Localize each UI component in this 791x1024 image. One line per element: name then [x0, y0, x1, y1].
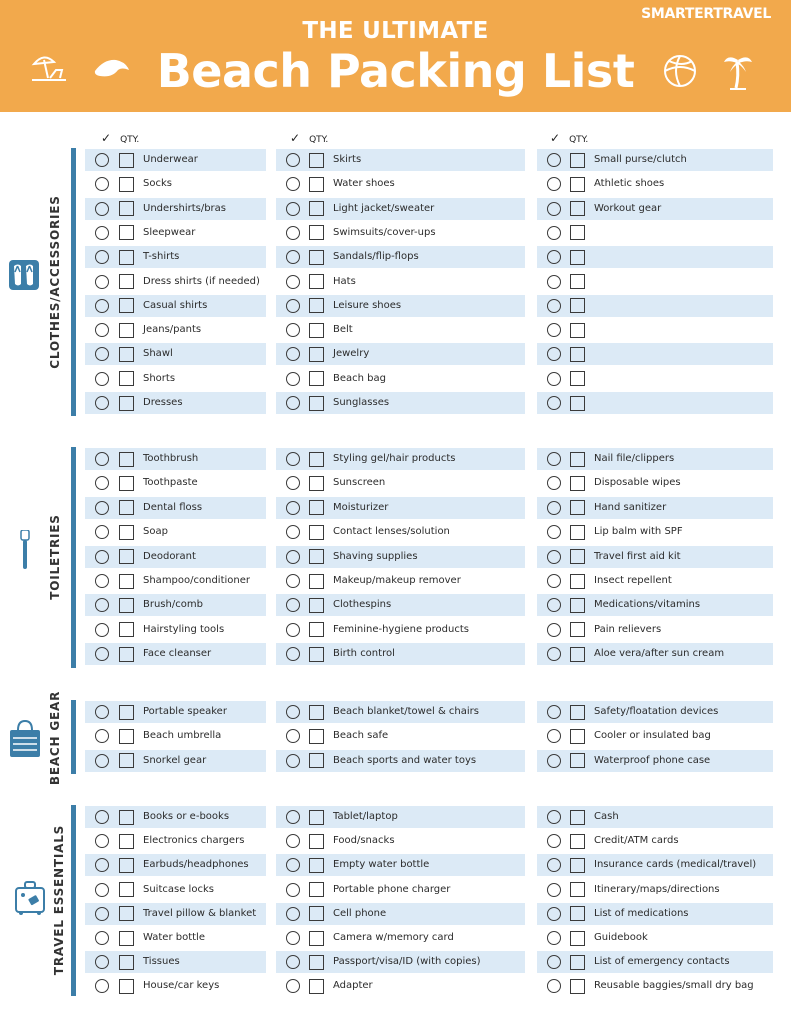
quantity-box[interactable]	[119, 225, 134, 240]
checkbox-circle[interactable]	[95, 754, 109, 768]
list-item-label: Earbuds/headphones	[143, 859, 249, 871]
quantity-box[interactable]	[570, 574, 585, 589]
list-item-label: Toothpaste	[143, 477, 198, 489]
brand-logo: SMARTERTRAVEL	[641, 6, 771, 22]
list-item-label: Empty water bottle	[333, 859, 430, 871]
list-item-label: Cash	[594, 811, 619, 822]
quantity-box[interactable]	[119, 476, 134, 491]
quantity-box[interactable]	[119, 979, 134, 994]
checkbox-circle[interactable]	[547, 810, 561, 824]
quantity-box[interactable]	[119, 452, 134, 467]
quantity-box[interactable]	[119, 201, 134, 216]
list-item-label: Jeans/pants	[143, 324, 202, 336]
section-label-travel-essentials: TRAVEL ESSENTIALS	[52, 824, 66, 976]
quantity-box[interactable]	[309, 622, 324, 637]
quantity-box[interactable]	[570, 858, 585, 873]
list-item-label: Dental floss	[143, 501, 203, 513]
list-item-label: Electronics chargers	[143, 835, 245, 847]
checkbox-circle[interactable]	[95, 979, 109, 993]
checkbox-circle[interactable]	[547, 396, 561, 410]
quantity-box[interactable]	[309, 476, 324, 491]
checkbox-circle[interactable]	[547, 452, 561, 466]
quantity-box[interactable]	[570, 931, 585, 946]
list-item-label: Portable phone charger	[333, 883, 451, 895]
quantity-box[interactable]	[570, 177, 585, 192]
quantity-box[interactable]	[119, 347, 134, 362]
list-item-label: Small purse/clutch	[594, 154, 687, 165]
quantity-box[interactable]	[570, 882, 585, 897]
list-item-label: Insurance cards (medical/travel)	[594, 859, 757, 871]
list-item-label: Lip balm with SPF	[594, 526, 683, 538]
checkbox-circle[interactable]	[547, 372, 561, 386]
list-item-label: Travel pillow & blanket	[143, 907, 257, 919]
quantity-box[interactable]	[309, 250, 324, 265]
column-header-3	[550, 131, 588, 145]
list-item-label: Shampoo/conditioner	[143, 575, 251, 586]
quantity-box[interactable]	[309, 225, 324, 240]
list-item-label: Credit/ATM cards	[594, 835, 679, 847]
quantity-box[interactable]	[570, 834, 585, 849]
beach-bag-icon	[9, 718, 41, 762]
quantity-box[interactable]	[119, 955, 134, 970]
quantity-box[interactable]	[119, 729, 134, 744]
list-item-label: Tablet/laptop	[333, 811, 398, 822]
quantity-box[interactable]	[570, 225, 585, 240]
checkbox-circle[interactable]	[547, 550, 561, 564]
checkbox-circle[interactable]	[95, 623, 109, 637]
quantity-box[interactable]	[309, 729, 324, 744]
quantity-box[interactable]	[309, 979, 324, 994]
checkbox-circle[interactable]	[286, 226, 300, 240]
list-item-label: Hairstyling tools	[143, 623, 225, 635]
list-item-label: Soap	[143, 526, 168, 538]
quantity-box[interactable]	[570, 274, 585, 289]
quantity-box[interactable]	[309, 549, 324, 564]
checkbox-circle[interactable]	[95, 452, 109, 466]
checkbox-circle[interactable]	[286, 476, 300, 490]
quantity-box[interactable]	[119, 705, 134, 720]
checkbox-circle[interactable]	[95, 226, 109, 240]
quantity-box[interactable]	[309, 452, 324, 467]
list-item-label: List of medications	[594, 907, 689, 919]
list-item-label: House/car keys	[143, 980, 220, 992]
list-item-label: Travel first aid kit	[594, 550, 681, 562]
checkbox-circle[interactable]	[95, 323, 109, 337]
quantity-box[interactable]	[570, 250, 585, 265]
section-accent-bar	[71, 148, 76, 416]
quantity-box[interactable]	[309, 882, 324, 897]
quantity-box[interactable]	[309, 201, 324, 216]
quantity-box[interactable]	[119, 298, 134, 313]
checkbox-circle[interactable]	[286, 883, 300, 897]
quantity-box[interactable]	[570, 452, 585, 467]
quantity-box[interactable]	[309, 177, 324, 192]
list-item-label: Beach blanket/towel & chairs	[333, 706, 479, 717]
qty-label: QTY.	[120, 135, 140, 145]
section-accent-bar	[71, 805, 76, 996]
checkbox-circle[interactable]	[95, 177, 109, 191]
list-item-label: Styling gel/hair products	[333, 453, 456, 464]
checkbox-circle[interactable]	[286, 525, 300, 539]
check-mark-icon: ✓	[101, 131, 112, 145]
checkbox-circle[interactable]	[286, 275, 300, 289]
quantity-box[interactable]	[570, 955, 585, 970]
checkbox-circle[interactable]	[547, 501, 561, 515]
list-item-label: Adapter	[333, 980, 373, 992]
checkbox-circle[interactable]	[95, 729, 109, 743]
page-subtitle: THE ULTIMATE	[302, 18, 489, 44]
list-item-label: Snorkel gear	[143, 754, 207, 766]
list-item-label: Disposable wipes	[594, 477, 681, 489]
list-item-label: Beach safe	[333, 730, 389, 742]
quantity-box[interactable]	[309, 810, 324, 825]
checkbox-circle[interactable]	[547, 754, 561, 768]
checkbox-circle[interactable]	[286, 177, 300, 191]
list-item-label: Books or e-books	[143, 811, 230, 822]
checkbox-circle[interactable]	[547, 574, 561, 588]
flip-flops-icon	[9, 260, 39, 294]
quantity-box[interactable]	[309, 371, 324, 386]
list-item-label: Light jacket/sweater	[333, 202, 435, 214]
list-item-label: Sleepwear	[143, 226, 196, 238]
checkbox-circle[interactable]	[286, 705, 300, 719]
checkbox-circle[interactable]	[547, 907, 561, 921]
quantity-box[interactable]	[309, 931, 324, 946]
list-item-label: Workout gear	[594, 202, 662, 214]
checkbox-circle[interactable]	[286, 834, 300, 848]
quantity-box[interactable]	[570, 705, 585, 720]
quantity-box[interactable]	[309, 525, 324, 540]
checkbox-circle[interactable]	[286, 907, 300, 921]
quantity-box[interactable]	[570, 396, 585, 411]
list-item-label: Water bottle	[143, 932, 205, 943]
quantity-box[interactable]	[309, 274, 324, 289]
list-item-label: Feminine-hygiene products	[333, 623, 469, 635]
quantity-box[interactable]	[309, 396, 324, 411]
list-item-label: Dress shirts (if needed)	[143, 275, 260, 287]
quantity-box[interactable]	[119, 931, 134, 946]
checkbox-circle[interactable]	[95, 202, 109, 216]
checkbox-circle[interactable]	[286, 501, 300, 515]
quantity-box[interactable]	[119, 753, 134, 768]
quantity-box[interactable]	[119, 810, 134, 825]
list-item-label: Cooler or insulated bag	[594, 730, 711, 742]
quantity-box[interactable]	[119, 882, 134, 897]
list-item-label: Water shoes	[333, 178, 395, 190]
checkbox-circle[interactable]	[286, 979, 300, 993]
quantity-box[interactable]	[570, 810, 585, 825]
list-item-label: Pain relievers	[594, 623, 662, 635]
checkbox-circle[interactable]	[547, 226, 561, 240]
list-item-label: Aloe vera/after sun cream	[594, 648, 725, 660]
checkbox-circle[interactable]	[547, 729, 561, 743]
quantity-box[interactable]	[119, 598, 134, 613]
quantity-box[interactable]	[570, 371, 585, 386]
checkbox-circle[interactable]	[95, 396, 109, 410]
list-item-label: Sandals/flip-flops	[333, 251, 419, 263]
quantity-box[interactable]	[570, 525, 585, 540]
checkbox-circle[interactable]	[95, 907, 109, 921]
quantity-box[interactable]	[119, 906, 134, 921]
column-header-2	[290, 131, 328, 145]
checkbox-circle[interactable]	[547, 525, 561, 539]
checkbox-circle[interactable]	[547, 299, 561, 313]
list-item-label: Hand sanitizer	[594, 501, 667, 513]
list-item-label: Birth control	[333, 648, 395, 660]
list-item-label: Dresses	[143, 397, 183, 408]
list-item-label: Moisturizer	[333, 501, 389, 513]
quantity-box[interactable]	[119, 250, 134, 265]
qty-label: QTY.	[309, 135, 329, 145]
checkbox-circle[interactable]	[286, 810, 300, 824]
list-item-label: Tissues	[143, 956, 180, 968]
checkbox-circle[interactable]	[95, 834, 109, 848]
quantity-box[interactable]	[309, 858, 324, 873]
checkbox-circle[interactable]	[95, 810, 109, 824]
checkbox-circle[interactable]	[95, 883, 109, 897]
list-item-label: Beach umbrella	[143, 730, 222, 742]
checkbox-circle[interactable]	[95, 299, 109, 313]
quantity-box[interactable]	[309, 906, 324, 921]
quantity-box[interactable]	[309, 598, 324, 613]
quantity-box[interactable]	[570, 906, 585, 921]
list-item-label: Athletic shoes	[594, 178, 665, 190]
quantity-box[interactable]	[570, 647, 585, 662]
quantity-box[interactable]	[119, 525, 134, 540]
quantity-box[interactable]	[570, 753, 585, 768]
section-label-clothes-accessories: CLOTHES/ACCESSORIES	[48, 195, 62, 369]
quantity-box[interactable]	[570, 347, 585, 362]
quantity-box[interactable]	[309, 647, 324, 662]
checkbox-circle[interactable]	[95, 153, 109, 167]
quantity-box[interactable]	[570, 323, 585, 338]
list-item-label: Guidebook	[594, 932, 648, 943]
checkbox-circle[interactable]	[286, 299, 300, 313]
quantity-box[interactable]	[119, 647, 134, 662]
checkbox-circle[interactable]	[95, 275, 109, 289]
checkbox-circle[interactable]	[95, 550, 109, 564]
checkbox-circle[interactable]	[95, 372, 109, 386]
checkbox-circle[interactable]	[547, 623, 561, 637]
list-item-label: Skirts	[333, 154, 362, 165]
checkbox-circle[interactable]	[547, 153, 561, 167]
section-label-toiletries: TOILETRIES	[48, 514, 62, 600]
list-item-label: Safety/floatation devices	[594, 706, 719, 717]
list-item-label: Beach sports and water toys	[333, 754, 477, 766]
quantity-box[interactable]	[309, 298, 324, 313]
list-item-label: Shaving supplies	[333, 550, 418, 562]
checkbox-circle[interactable]	[547, 705, 561, 719]
checkbox-circle[interactable]	[286, 623, 300, 637]
list-item-label: Face cleanser	[143, 648, 212, 660]
list-item-label: T-shirts	[143, 251, 180, 263]
quantity-box[interactable]	[119, 177, 134, 192]
checkbox-circle[interactable]	[95, 574, 109, 588]
quantity-box[interactable]	[570, 153, 585, 168]
list-item-label: Hats	[333, 275, 356, 287]
column-header-1	[101, 131, 139, 145]
list-item-label: Passport/visa/ID (with copies)	[333, 956, 481, 968]
list-item-label: Toothbrush	[143, 453, 199, 464]
list-item-label: Leisure shoes	[333, 299, 402, 311]
list-item-label: Makeup/makeup remover	[333, 575, 461, 586]
quantity-box[interactable]	[570, 500, 585, 515]
quantity-box[interactable]	[309, 834, 324, 849]
list-item-label: Deodorant	[143, 550, 196, 562]
sun-hat-icon	[92, 56, 132, 82]
checkbox-circle[interactable]	[95, 501, 109, 515]
quantity-box[interactable]	[309, 955, 324, 970]
quantity-box[interactable]	[119, 396, 134, 411]
quantity-box[interactable]	[570, 201, 585, 216]
row-shading	[85, 343, 266, 365]
beach-ball-icon	[662, 53, 698, 89]
checkbox-circle[interactable]	[547, 883, 561, 897]
quantity-box[interactable]	[309, 347, 324, 362]
list-item-label: List of emergency contacts	[594, 956, 730, 968]
checkbox-circle[interactable]	[95, 931, 109, 945]
checkbox-circle[interactable]	[547, 476, 561, 490]
quantity-box[interactable]	[570, 298, 585, 313]
checkbox-circle[interactable]	[547, 979, 561, 993]
list-item-label: Suitcase locks	[143, 883, 214, 895]
list-item-label: Cell phone	[333, 907, 387, 919]
checkbox-circle[interactable]	[547, 177, 561, 191]
quantity-box[interactable]	[309, 323, 324, 338]
list-item-label: Insect repellent	[594, 575, 672, 586]
quantity-box[interactable]	[119, 153, 134, 168]
checkbox-circle[interactable]	[547, 323, 561, 337]
list-item-label: Portable speaker	[143, 706, 227, 717]
checkbox-circle[interactable]	[95, 705, 109, 719]
quantity-box[interactable]	[119, 574, 134, 589]
checkbox-circle[interactable]	[547, 275, 561, 289]
checkbox-circle[interactable]	[95, 525, 109, 539]
quantity-box[interactable]	[119, 500, 134, 515]
quantity-box[interactable]	[570, 476, 585, 491]
checkbox-circle[interactable]	[286, 931, 300, 945]
page-header	[0, 0, 791, 112]
list-item-label: Reusable baggies/small dry bag	[594, 980, 754, 992]
checkbox-circle[interactable]	[286, 754, 300, 768]
list-item-label: Shawl	[143, 348, 173, 360]
checkbox-circle[interactable]	[286, 153, 300, 167]
list-item-label: Swimsuits/cover-ups	[333, 226, 436, 238]
checkbox-circle[interactable]	[547, 931, 561, 945]
checkbox-circle[interactable]	[286, 574, 300, 588]
quantity-box[interactable]	[309, 500, 324, 515]
list-item-label: Socks	[143, 178, 172, 190]
list-item-label: Itinerary/maps/directions	[594, 883, 720, 895]
quantity-box[interactable]	[119, 323, 134, 338]
list-item-label: Undershirts/bras	[143, 202, 227, 214]
quantity-box[interactable]	[309, 705, 324, 720]
suitcase-icon	[14, 880, 46, 920]
toothbrush-icon	[20, 530, 30, 574]
quantity-box[interactable]	[119, 371, 134, 386]
page-title: Beach Packing List	[156, 44, 635, 98]
list-item-label: Waterproof phone case	[594, 754, 711, 766]
list-item-label: Sunscreen	[333, 477, 386, 489]
checkbox-circle[interactable]	[286, 202, 300, 216]
list-item-label: Clothespins	[333, 599, 392, 611]
section-label-beach-gear: BEACH GEAR	[48, 690, 62, 786]
section-accent-bar	[71, 447, 76, 668]
beach-umbrella-icon	[30, 52, 68, 84]
list-item-label: Contact lenses/solution	[333, 526, 450, 538]
list-item-label: Casual shirts	[143, 299, 208, 311]
checkbox-circle[interactable]	[286, 550, 300, 564]
checkbox-circle[interactable]	[547, 834, 561, 848]
qty-label: QTY.	[569, 135, 589, 145]
quantity-box[interactable]	[570, 598, 585, 613]
checkbox-circle[interactable]	[286, 452, 300, 466]
list-item-label: Medications/vitamins	[594, 599, 701, 611]
list-item-label: Brush/comb	[143, 599, 203, 611]
check-mark-icon: ✓	[290, 131, 301, 145]
list-item-label: Underwear	[143, 154, 198, 165]
quantity-box[interactable]	[309, 753, 324, 768]
quantity-box[interactable]	[309, 574, 324, 589]
checkbox-circle[interactable]	[286, 729, 300, 743]
quantity-box[interactable]	[119, 834, 134, 849]
list-item-label: Camera w/memory card	[333, 932, 454, 943]
quantity-box[interactable]	[119, 549, 134, 564]
quantity-box[interactable]	[570, 979, 585, 994]
list-item-label: Beach bag	[333, 372, 386, 384]
checkbox-circle[interactable]	[547, 202, 561, 216]
quantity-box[interactable]	[570, 622, 585, 637]
checkbox-circle[interactable]	[286, 323, 300, 337]
check-mark-icon: ✓	[550, 131, 561, 145]
quantity-box[interactable]	[119, 274, 134, 289]
checkbox-circle[interactable]	[95, 476, 109, 490]
checkbox-circle[interactable]	[286, 396, 300, 410]
list-item-label: Belt	[333, 324, 353, 336]
section-accent-bar	[71, 700, 76, 774]
palm-tree-icon	[722, 52, 754, 92]
quantity-box[interactable]	[570, 549, 585, 564]
list-item-label: Nail file/clippers	[594, 453, 675, 464]
quantity-box[interactable]	[570, 729, 585, 744]
list-item-label: Sunglasses	[333, 397, 390, 408]
quantity-box[interactable]	[119, 858, 134, 873]
checkbox-circle[interactable]	[286, 372, 300, 386]
quantity-box[interactable]	[309, 153, 324, 168]
list-item-label: Shorts	[143, 372, 176, 384]
list-item-label: Food/snacks	[333, 835, 395, 847]
list-item-label: Jewelry	[333, 348, 370, 360]
quantity-box[interactable]	[119, 622, 134, 637]
